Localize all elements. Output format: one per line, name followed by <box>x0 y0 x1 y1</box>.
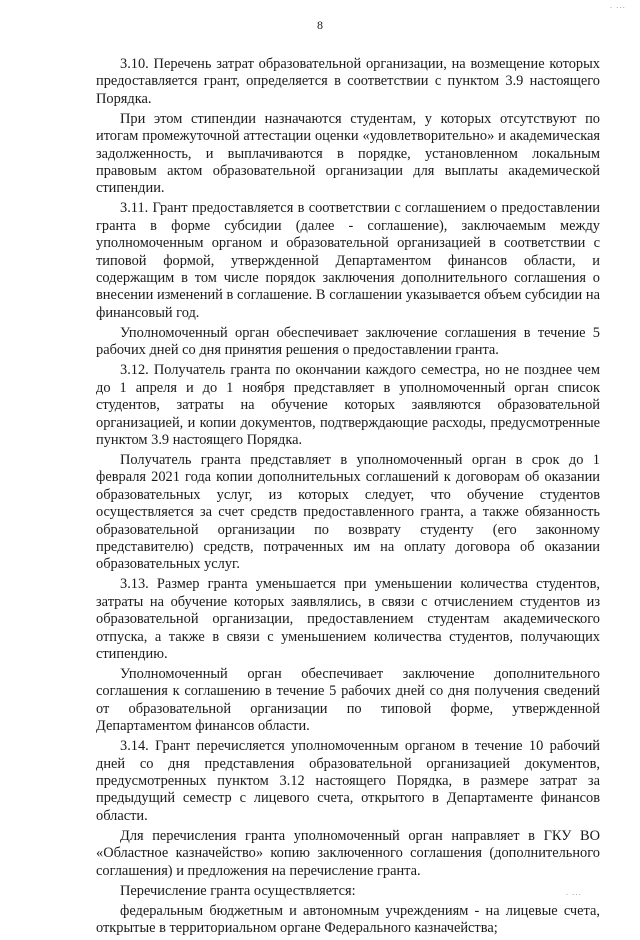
paragraph-treasury: Для перечисления гранта уполномоченный орган направляет в ГКУ ВО «Областное казначейство» копию заключенного соглашения (дополнительного соглашения) и предложения на перечисление гранта. <box>96 827 600 879</box>
paragraph-agreement-term: Уполномоченный орган обеспечивает заключение соглашения в течение 5 рабочих дней со дня принятия решения о предоставлении гранта. <box>96 324 600 359</box>
paragraph-3-12: 3.12. Получатель гранта по окончании каждого семестра, но не позднее чем до 1 апреля и до 1 ноября представляет в уполномоченный орган список студентов, затраты на обучение которых заявляются образовательной организацией, и копии документов, подтверждающие расходы, предусмотренные пунктом 3.9 настоящего Порядка. <box>96 362 600 448</box>
paragraph-transfer-intro: Перечисление гранта осуществляется: <box>120 882 356 899</box>
paragraph-3-11: 3.11. Грант предоставляется в соответствии с соглашением о предоставлении гранта в форме субсидии (далее - соглашение), заключаемым между уполномоченным органом и образовательной организацией в соответствии с типовой формой, утвержденной Департаментом финансов области, и содержащим в том числе порядок заключения дополнительного соглашения о внесении изменений в соглашение. В соглашении указывается объем субсидии на финансовый год. <box>96 200 600 321</box>
paragraph-3-14: 3.14. Грант перечисляется уполномоченным органом в течение 10 рабочий дней со дня представления образовательной организацией документов, предусмотренных пунктом 3.12 настоящего Порядка, в размере затрат за предыдущий семестр с лицевого счета, открытого в Департаменте финансов области. <box>96 738 600 824</box>
page-number: 8 <box>317 18 323 32</box>
scan-mark-bottom: · ··· <box>565 891 582 899</box>
paragraph-federal-accounts: федеральным бюджетным и автономным учреждениям - на лицевые счета, открытые в территориальном органе Федерального казначейства; <box>96 902 600 937</box>
paragraph-3-10: 3.10. Перечень затрат образовательной организации, на возмещение которых предоставляется грант, определяется в соответствии с пунктом 3.9 настоящего Порядка. <box>96 56 600 107</box>
paragraph-3-13: 3.13. Размер гранта уменьшается при уменьшении количества студентов, затраты на обучение которых заявлялись, в связи с отчислением студентов из образовательной организации, предоставлением студентам академического отпуска, а также в связи с уменьшением количества студентов, получающих стипендию. <box>96 576 600 662</box>
paragraph-stipend: При этом стипендии назначаются студентам, у которых отсутствуют по итогам промежуточной аттестации оценки «удовлетворительно» и академическая задолженность, и выплачиваются в порядке, установленном локальным правовым актом образовательной организации для выплаты академической стипендии. <box>96 110 600 197</box>
paragraph-additional-agreement: Уполномоченный орган обеспечивает заключение дополнительного соглашения к соглашению в течение 5 рабочих дней со дня получения сведений от образовательной организации по типовой форме, утвержденной Департаментом финансов области. <box>96 665 600 735</box>
scan-mark-top: · ··· <box>609 4 626 12</box>
document-body <box>96 56 600 940</box>
paragraph-supplementary-agreements: Получатель гранта представляет в уполномоченный орган в срок до 1 февраля 2021 года копии дополнительных соглашений к договорам об оказании образовательных услуг, из которых следует, что обучение студентов осуществляется за счет средств предоставленного гранта, а также обязанность образовательной организации по возврату студенту (его законному представителю) средств, потраченных им на оплату договора об оказании образовательных услуг. <box>96 451 600 573</box>
